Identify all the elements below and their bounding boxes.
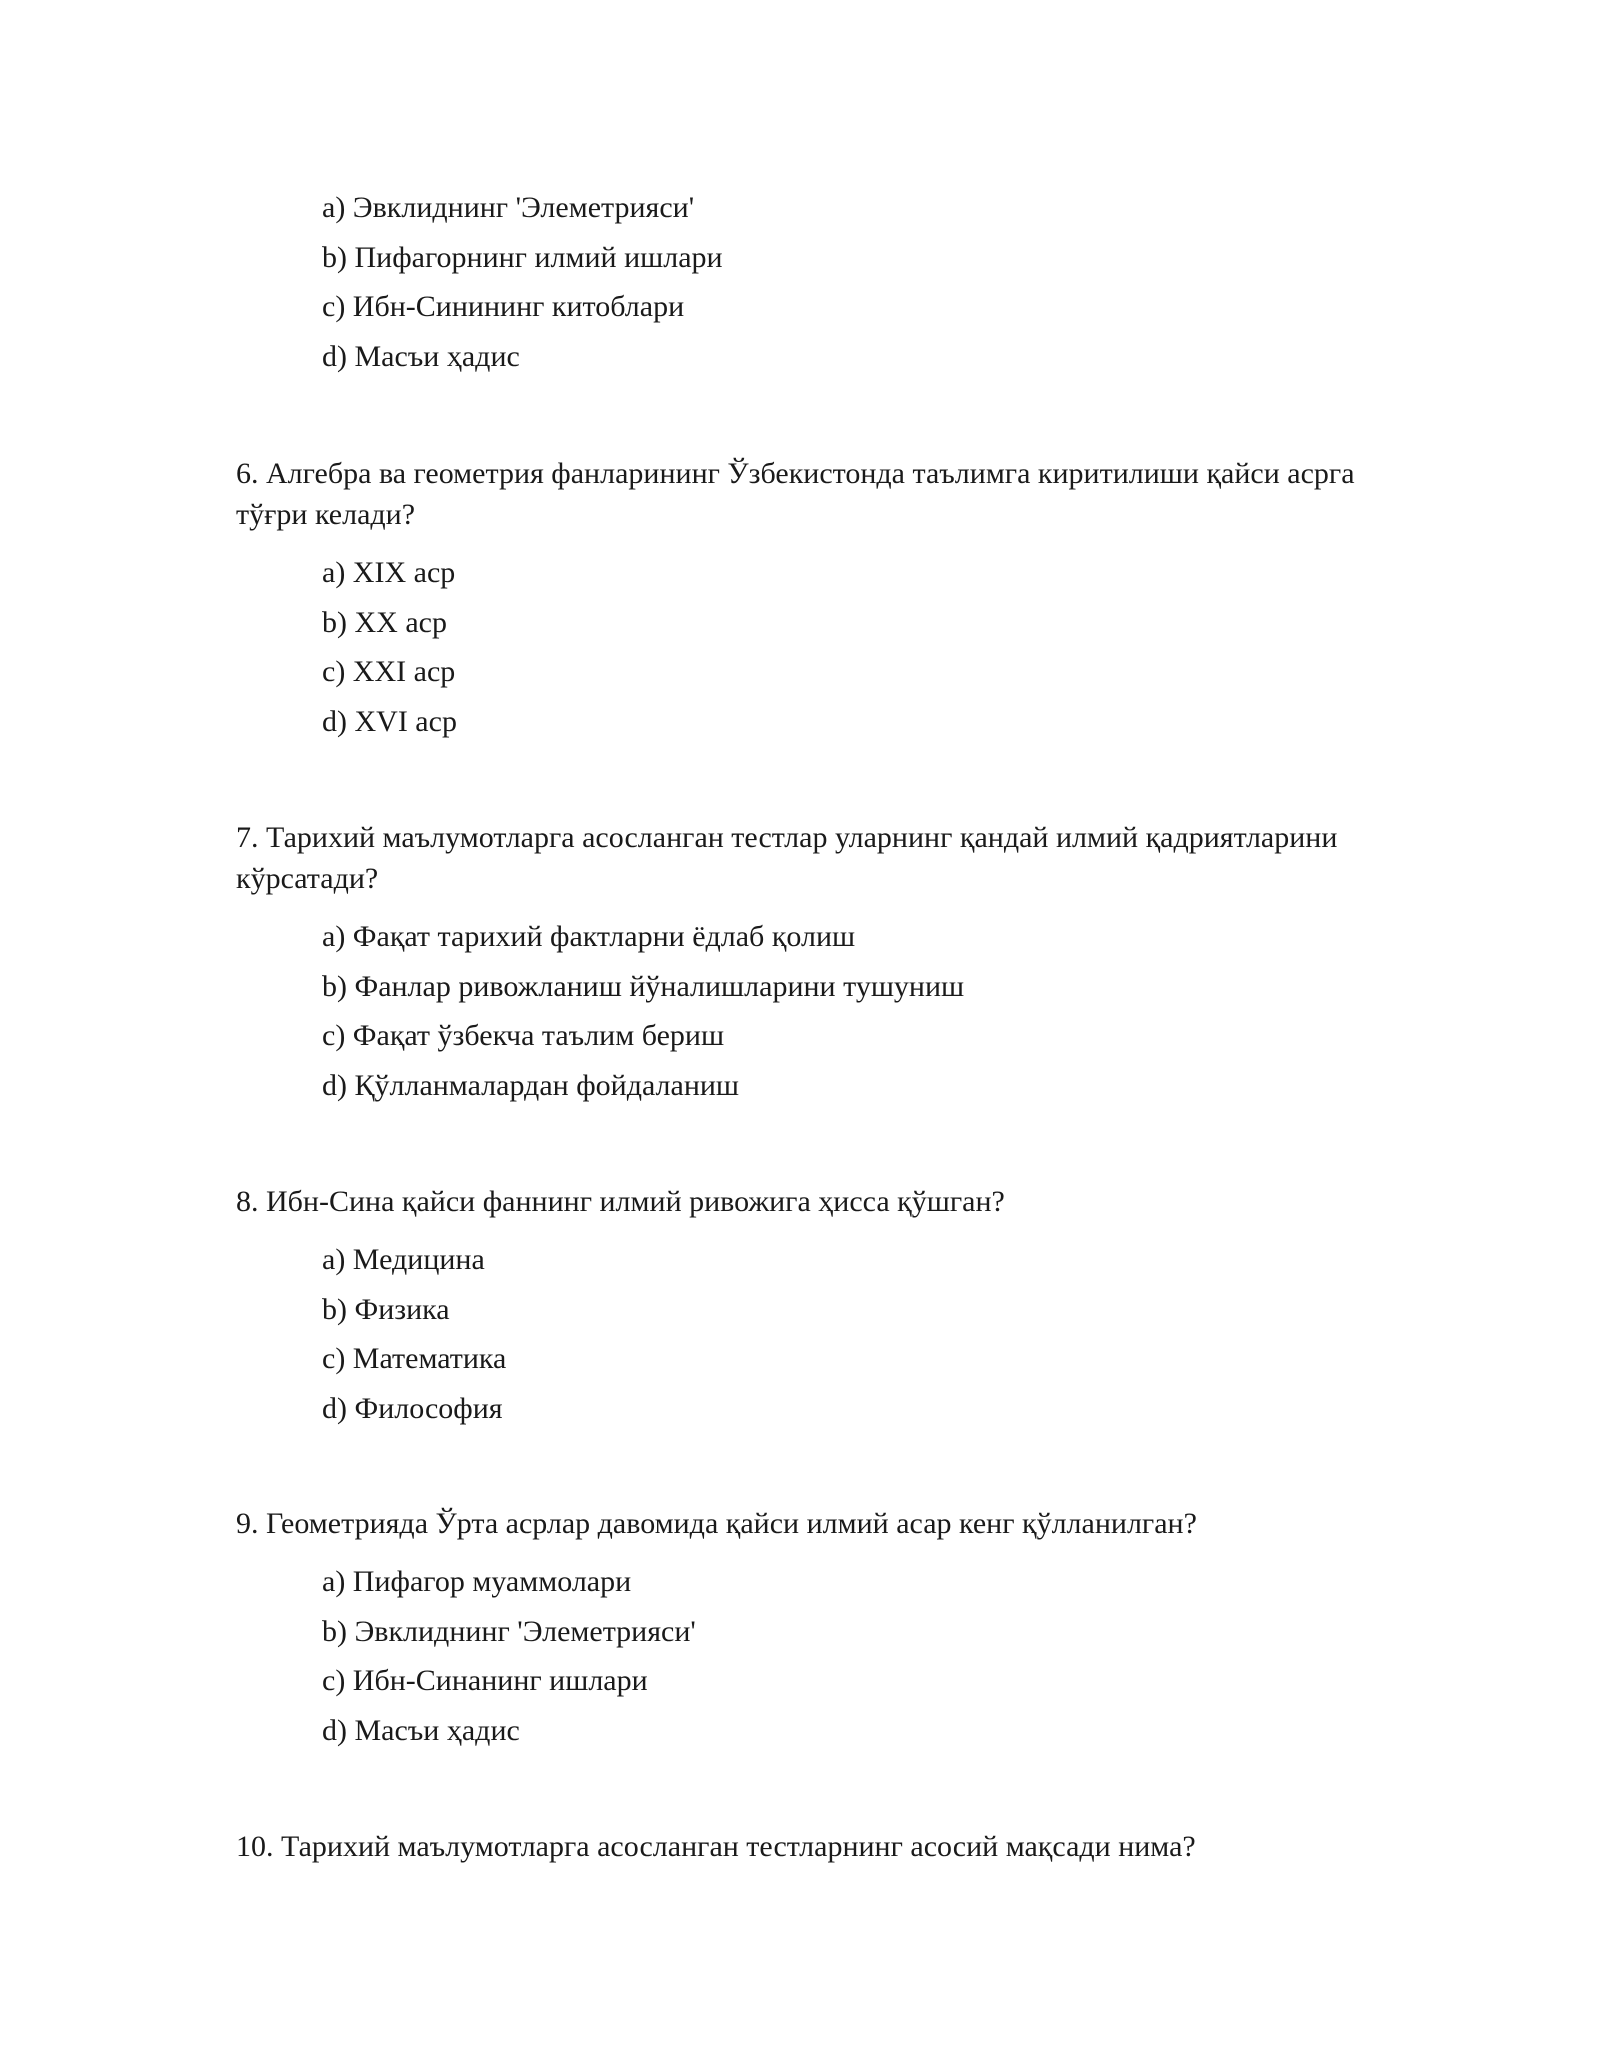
- question-7-text: 7. Тарихий маълумотларга асосланган тестлар уларнинг қандай илмий қадриятларини кўрсатади?: [236, 821, 1338, 895]
- option-b: b) XX аср: [322, 605, 447, 639]
- option-b: b) Эвклиднинг 'Элеметрияси': [322, 1614, 696, 1648]
- question-9-text: 9. Геометрияда Ўрта асрлар давомида қайси илмий асар кенг қўлланилган?: [236, 1507, 1197, 1540]
- option-a: a) Эвклиднинг 'Элеметрияси': [322, 191, 695, 224]
- option-d: d) XVI аср: [322, 704, 457, 738]
- option-c: c) XXI аср: [322, 655, 456, 688]
- question-9-options: [322, 1557, 696, 1755]
- option-b: b) Пифагорнинг илмий ишлари: [322, 240, 723, 274]
- question-8-text: 8. Ибн-Сина қайси фаннинг илмий ривожига ҳисса қўшган?: [236, 1185, 1005, 1218]
- question-6-text: 6. Алгебра ва геометрия фанларининг Ўзбекистонда таълимга киритилиши қайси асрга тўғри келади?: [236, 457, 1355, 531]
- option-c: c) Фақат ўзбекча таълим бериш: [322, 1019, 725, 1052]
- question-10-text: 10. Тарихий маълумотларга асосланган тестларнинг асосий мақсади нима?: [236, 1830, 1196, 1863]
- option-c: c) Математика: [322, 1342, 507, 1375]
- question-7-options: [322, 912, 964, 1110]
- question-8-options: [322, 1235, 506, 1433]
- option-b: b) Физика: [322, 1292, 450, 1326]
- option-b: b) Фанлар ривожланиш йўналишларини тушуниш: [322, 969, 965, 1003]
- option-a: a) XIX аср: [322, 556, 456, 589]
- option-a: a) Пифагор муаммолари: [322, 1565, 632, 1598]
- option-d: d) Қўлланмалардан фойдаланиш: [322, 1068, 740, 1102]
- option-c: c) Ибн-Синанинг ишлари: [322, 1664, 648, 1697]
- option-d: d) Масъи ҳадис: [322, 1713, 520, 1747]
- question-6-options: [322, 548, 457, 746]
- option-a: a) Фақат тарихий фактларни ёдлаб қолиш: [322, 920, 856, 953]
- option-c: c) Ибн-Синининг китоблари: [322, 290, 685, 323]
- option-d: d) Масъи ҳадис: [322, 339, 520, 373]
- option-a: a) Медицина: [322, 1243, 485, 1276]
- question-5-options: [322, 183, 723, 381]
- option-d: d) Философия: [322, 1391, 503, 1425]
